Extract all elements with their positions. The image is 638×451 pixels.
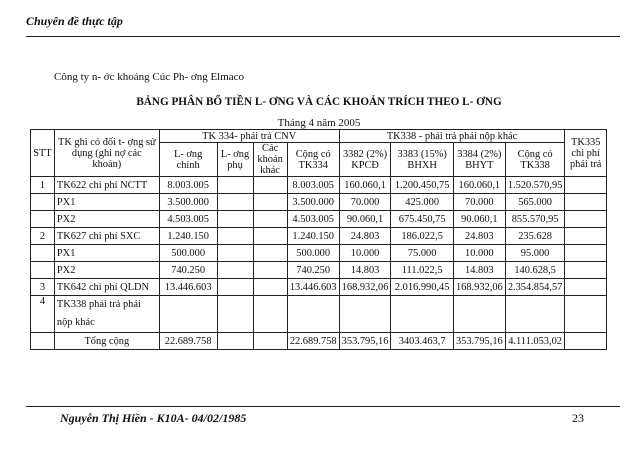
total-kpcd: 353.795,16	[339, 333, 391, 350]
total-stt	[31, 333, 55, 350]
table-row	[31, 296, 607, 333]
cell-bhyt: 10.000	[453, 245, 505, 262]
cell-bhxh: 111.022,5	[391, 262, 453, 279]
cell-cong-co-tk338: 235.628	[505, 228, 565, 245]
row-account: TK642 chi phí QLDN	[54, 279, 159, 296]
total-bhxh: 3403.463,7	[391, 333, 453, 350]
total-cong-co-tk338: 4.111.053,02	[505, 333, 565, 350]
cell-cac-khoan-khac	[253, 296, 287, 333]
cell-bhxh: 75.000	[391, 245, 453, 262]
cell-bhxh: 186.022,5	[391, 228, 453, 245]
cell-cac-khoan-khac	[253, 228, 287, 245]
row-stt	[31, 262, 55, 279]
cell-tk335	[565, 245, 607, 262]
header-tk335: TK335 chi phí phải trả	[565, 130, 607, 177]
cell-luong-chinh: 8.003.005	[159, 177, 217, 194]
cell-cong-co-tk334	[287, 296, 339, 333]
cell-cong-co-tk334: 8.003.005	[287, 177, 339, 194]
cell-cong-co-tk334: 1.240.150	[287, 228, 339, 245]
cell-kpcd: 160.060,1	[339, 177, 391, 194]
header-rule	[26, 36, 620, 37]
cell-bhyt: 24.803	[453, 228, 505, 245]
company-name: Công ty n- ớc khoáng Cúc Ph- ơng Elmaco	[54, 71, 245, 83]
header-kpcd: 3382 (2%) KPCĐ	[339, 143, 391, 177]
header-account: TK ghi có đối t- ợng sử dụng (ghi nợ các khoản)	[54, 130, 159, 177]
header-tk334-group: TK 334- phải trả CNV	[159, 130, 339, 143]
header-luong-chinh: L- ơng chính	[159, 143, 217, 177]
cell-cong-co-tk334: 500.000	[287, 245, 339, 262]
table-row	[31, 194, 607, 211]
cell-cac-khoan-khac	[253, 211, 287, 228]
cell-bhyt: 160.060,1	[453, 177, 505, 194]
header-cong-co-tk338: Cộng có TK338	[505, 143, 565, 177]
total-luong-chinh: 22.689.758	[159, 333, 217, 350]
row-account: TK627 chi phí SXC	[54, 228, 159, 245]
table-row	[31, 262, 607, 279]
row-stt	[31, 194, 55, 211]
total-label: Tổng cộng	[54, 333, 159, 350]
cell-luong-phu	[217, 177, 253, 194]
cell-luong-phu	[217, 262, 253, 279]
allocation-table	[30, 129, 607, 350]
row-stt	[31, 245, 55, 262]
table-row	[31, 245, 607, 262]
cell-kpcd: 70.000	[339, 194, 391, 211]
table-row	[31, 279, 607, 296]
cell-cac-khoan-khac	[253, 245, 287, 262]
cell-luong-chinh: 13.446.603	[159, 279, 217, 296]
cell-tk335	[565, 296, 607, 333]
page-number: 23	[572, 411, 584, 425]
cell-luong-chinh: 4.503.005	[159, 211, 217, 228]
cell-bhxh: 1.200.450,75	[391, 177, 453, 194]
cell-bhxh: 2.016.990,45	[391, 279, 453, 296]
cell-cong-co-tk338: 1.520.570,95	[505, 177, 565, 194]
cell-luong-chinh: 740.250	[159, 262, 217, 279]
header-stt: STT	[31, 130, 55, 177]
total-cong-co-tk334: 22.689.758	[287, 333, 339, 350]
row-account: TK622 chi phí NCTT	[54, 177, 159, 194]
cell-cac-khoan-khac	[253, 262, 287, 279]
cell-cong-co-tk338	[505, 296, 565, 333]
cell-luong-phu	[217, 211, 253, 228]
cell-tk335	[565, 211, 607, 228]
page-title: BẢNG PHÂN BỔ TIỀN L- ƠNG VÀ CÁC KHOẢN TRÍCH THEO L- ƠNG	[136, 96, 502, 108]
cell-cong-co-tk334: 13.446.603	[287, 279, 339, 296]
cell-kpcd: 10.000	[339, 245, 391, 262]
cell-tk335	[565, 228, 607, 245]
cell-cong-co-tk334: 3.500.000	[287, 194, 339, 211]
row-account: PX2	[54, 211, 159, 228]
row-account: TK338 phải trả phải nộp khác	[54, 296, 159, 333]
cell-kpcd: 168.932,06	[339, 279, 391, 296]
cell-luong-chinh: 500.000	[159, 245, 217, 262]
total-luong-phu	[217, 333, 253, 350]
running-header: Chuyên đề thực tập	[26, 14, 123, 28]
cell-cong-co-tk338: 140.628,5	[505, 262, 565, 279]
report-date: Tháng 4 năm 2005	[277, 117, 361, 129]
cell-tk335	[565, 194, 607, 211]
cell-bhxh: 675.450,75	[391, 211, 453, 228]
header-cac-khoan-khac: Các khoản khác	[253, 143, 287, 177]
header-luong-phu: L- ơng phụ	[217, 143, 253, 177]
cell-luong-phu	[217, 245, 253, 262]
cell-luong-chinh: 1.240.150	[159, 228, 217, 245]
total-bhyt: 353.795,16	[453, 333, 505, 350]
cell-cong-co-tk338: 565.000	[505, 194, 565, 211]
cell-bhxh: 425.000	[391, 194, 453, 211]
cell-bhyt: 168.932,06	[453, 279, 505, 296]
cell-kpcd	[339, 296, 391, 333]
cell-luong-phu	[217, 279, 253, 296]
cell-cong-co-tk338: 855.570,95	[505, 211, 565, 228]
cell-cong-co-tk338: 2.354.854,57	[505, 279, 565, 296]
cell-cong-co-tk334: 740.250	[287, 262, 339, 279]
row-stt	[31, 211, 55, 228]
header-bhyt: 3384 (2%) BHYT	[453, 143, 505, 177]
cell-tk335	[565, 279, 607, 296]
total-cac-khoan-khac	[253, 333, 287, 350]
cell-luong-chinh	[159, 296, 217, 333]
cell-bhyt: 14.803	[453, 262, 505, 279]
cell-tk335	[565, 262, 607, 279]
row-account: PX1	[54, 245, 159, 262]
cell-cac-khoan-khac	[253, 279, 287, 296]
cell-cac-khoan-khac	[253, 194, 287, 211]
table-row	[31, 211, 607, 228]
cell-kpcd: 14.803	[339, 262, 391, 279]
cell-tk335	[565, 177, 607, 194]
cell-bhyt	[453, 296, 505, 333]
row-stt: 3	[31, 279, 55, 296]
cell-bhxh	[391, 296, 453, 333]
cell-bhyt: 70.000	[453, 194, 505, 211]
footer-rule	[26, 406, 620, 407]
header-cong-co-tk334: Cộng có TK334	[287, 143, 339, 177]
cell-kpcd: 90.060,1	[339, 211, 391, 228]
cell-luong-phu	[217, 296, 253, 333]
cell-cong-co-tk338: 95.000	[505, 245, 565, 262]
cell-luong-chinh: 3.500.000	[159, 194, 217, 211]
table-row	[31, 228, 607, 245]
row-stt: 4	[31, 296, 55, 333]
cell-luong-phu	[217, 194, 253, 211]
footer-author: Nguyễn Thị Hiền - K10A- 04/02/1985	[60, 411, 247, 425]
row-stt: 2	[31, 228, 55, 245]
header-tk338-group: TK338 - phải trả phải nộp khác	[339, 130, 565, 143]
cell-bhyt: 90.060,1	[453, 211, 505, 228]
cell-cac-khoan-khac	[253, 177, 287, 194]
row-stt: 1	[31, 177, 55, 194]
total-tk335	[565, 333, 607, 350]
cell-cong-co-tk334: 4.503.005	[287, 211, 339, 228]
row-account: PX2	[54, 262, 159, 279]
row-account: PX1	[54, 194, 159, 211]
total-row	[31, 333, 607, 350]
cell-luong-phu	[217, 228, 253, 245]
table-row	[31, 177, 607, 194]
header-bhxh: 3383 (15%) BHXH	[391, 143, 453, 177]
cell-kpcd: 24.803	[339, 228, 391, 245]
